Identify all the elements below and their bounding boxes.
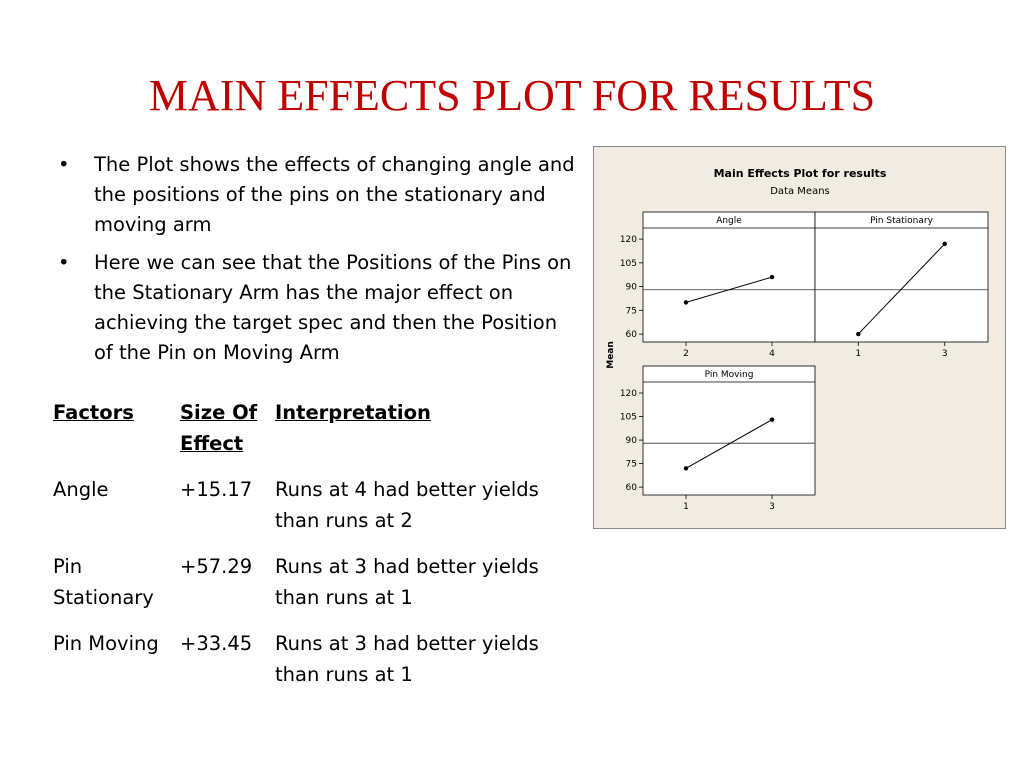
header-factors: Factors: [53, 401, 134, 424]
bullet-item: [58, 248, 582, 368]
y-tick-label: 60: [625, 330, 637, 341]
panel-frame: [643, 212, 815, 342]
data-point: [856, 332, 860, 336]
x-tick-label: 3: [941, 349, 948, 359]
table-row: [53, 475, 575, 552]
factors-table: [53, 398, 575, 706]
y-tick-label: 90: [625, 436, 637, 447]
bullet-text: Here we can see that the Positions of the Pins on the Stationary Arm has the major effect on achieving the target spec and then the Position of the Pin on Moving Arm: [94, 251, 572, 364]
bullet-item: [58, 150, 582, 240]
y-tick-label: 120: [619, 388, 637, 399]
main-effects-chart: [593, 146, 1006, 529]
y-tick-label: 120: [619, 235, 637, 246]
effect-cell: +33.45: [180, 632, 253, 655]
panel-strip-label: Pin Moving: [704, 370, 754, 380]
y-tick-label: 60: [625, 483, 637, 494]
bullet-list: [58, 150, 582, 376]
effect-cell: +15.17: [180, 478, 253, 501]
x-tick-label: 1: [855, 349, 862, 359]
interpretation-cell: Runs at 4 had better yields than runs at 2: [275, 478, 539, 532]
panel-strip-label: Pin Stationary: [870, 216, 933, 226]
y-tick-label: 75: [625, 306, 637, 317]
y-tick-label: 105: [619, 258, 637, 269]
bullet-text: The Plot shows the effects of changing angle and the positions of the pins on the stationary and moving arm: [94, 153, 575, 236]
chart-svg: [594, 147, 1007, 530]
table-row: [53, 552, 575, 629]
data-point: [770, 417, 774, 421]
interpretation-cell: Runs at 3 had better yields than runs at 1: [275, 632, 539, 686]
data-point: [684, 300, 688, 304]
factor-cell: Pin Stationary: [53, 555, 154, 609]
data-point: [684, 466, 688, 470]
panel-frame: [815, 212, 988, 342]
y-tick-label: 105: [619, 412, 637, 423]
chart-subtitle: Data Means: [770, 186, 830, 197]
slide-title: MAIN EFFECTS PLOT FOR RESULTS: [148, 71, 876, 120]
effect-cell: +57.29: [180, 555, 253, 578]
y-axis-label: Mean: [606, 341, 616, 369]
x-tick-label: 1: [683, 502, 689, 512]
header-interpretation: Interpretation: [275, 401, 431, 424]
bullet-marker: •: [58, 251, 70, 274]
header-size-of-effect: Size Of Effect: [180, 401, 258, 455]
y-tick-label: 75: [625, 459, 637, 470]
factor-cell: Angle: [53, 478, 109, 501]
data-point: [943, 242, 947, 246]
x-tick-label: 2: [683, 349, 689, 359]
chart-title: Main Effects Plot for results: [713, 167, 887, 180]
x-tick-label: 4: [769, 349, 775, 359]
bullet-marker: •: [58, 153, 70, 176]
x-tick-label: 3: [769, 502, 775, 512]
interpretation-cell: Runs at 3 had better yields than runs at 1: [275, 555, 539, 609]
factor-cell: Pin Moving: [53, 632, 159, 655]
panel-strip-label: Angle: [716, 216, 742, 226]
table-header-row: [53, 398, 575, 475]
table-row: [53, 629, 575, 706]
y-tick-label: 90: [625, 282, 637, 293]
data-point: [770, 275, 774, 279]
panel-frame: [643, 366, 815, 495]
